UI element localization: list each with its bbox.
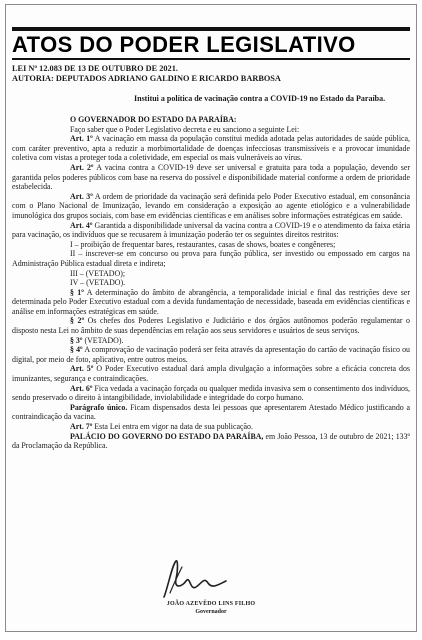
paragraph-3-label: § 3º (70, 335, 83, 345)
item-1: I – proibição de frequentar bares, restaurantes, casas de shows, boates e congêneres; (70, 239, 336, 249)
article-5-label: Art. 5º (70, 364, 94, 374)
article-5 (12, 364, 410, 383)
article-3 (12, 192, 410, 221)
article-6-text: Fica vedada a vacinação forçada ou qualquer medida invasiva sem o consentimento dos indivíduos, sendo preservado o direito à intangibilidade, inviolabilidade e integridade do corpo humano. (12, 383, 411, 403)
item-2: II – inscrever-se em concurso ou prova para função pública, ser investido ou empossado em cargos na Administração Pública estadual direta e indireta; (12, 249, 410, 268)
article-6 (12, 384, 410, 403)
article-2 (12, 163, 410, 192)
paragraph-4 (12, 345, 410, 364)
article-7-label: Art. 7º (70, 422, 93, 431)
signatory-title: Governador (195, 609, 227, 615)
sole-paragraph-label: Parágrafo único. (70, 402, 128, 412)
article-1 (12, 134, 410, 163)
article-1-text: A vacinação em massa da população constitui medida adotada pelas autoridades de saúde pública, com caráter preventivo, apta a reduzir a morbimortalidade de doenças infecciosas transmissíveis e a provocar imunidade coletiva com vistas a proteger toda a coletividade, em especial os mais vulneráveis ao vírus. (12, 134, 410, 163)
article-2-text: A vacina contra a COVID-19 deve ser universal e gratuita para toda a população, devendo ser garantida pelos poderes públicos com base na reserva do possível e disponibilidade material conforme a ordem de prioridade estabelecida. (12, 162, 410, 192)
signature-block (6, 557, 416, 617)
article-5-text: O Poder Executivo estadual dará ampla divulgação a informações sobre a eficácia concreta dos imunizantes, segurança e contraindicações. (12, 364, 411, 384)
sole-paragraph-text: Ficam dispensados desta lei pessoas que apresentarem Atestado Médico justificando a contraindicação da vacina. (12, 402, 410, 422)
article-3-text: A ordem de prioridade da vacinação será definida pelo Poder Executivo estadual, em consonância com o Plano Nacional de Imunização, levando em consideração a exposição ao agente etiológico e a vulnerabilidade imunológica dos grupos sociais, com base em evidências científicas e em análises sobre informações estratégicas em saúde. (12, 191, 411, 220)
item-4: IV – (VETADO). (70, 278, 126, 288)
article-6-label: Art. 6º (70, 383, 93, 393)
article-1-label: Art. 1º (70, 134, 93, 144)
article-3-label: Art. 3º (70, 191, 93, 201)
article-4-text: Garantida a disponibilidade universal da vacina contra a COVID-19 e o atendimento da faixa etária para vacinação, os indivíduos que se recusarem à imunização poderão ter os seguintes direitos restritos: (12, 220, 410, 240)
paragraph-1-text: A determinação do âmbito de abrangência, a temporalidade inicial e final das restrições deve ser determinada pelo Poder Executivo estadual com a devida fundamentação de necessidade, baseada em evidências científicas e análise em informações estratégicas em saúde. (12, 287, 411, 316)
paragraph-2-text: Os chefes dos Poderes Legislativo e Judiciário e dos órgãos autônomos poderão regulamentar o disposto nesta Lei no âmbito de suas dependências em relação aos seus servidores e usuários de seus serviços. (12, 316, 411, 336)
article-4-label: Art. 4º (70, 220, 93, 230)
paragraph-1 (12, 288, 410, 317)
paragraph-4-label: § 4º (70, 345, 83, 355)
article-4 (12, 221, 410, 240)
article-2-label: Art. 2º (70, 162, 94, 172)
handwritten-signature-icon (156, 557, 236, 601)
gazette-page (5, 4, 417, 632)
paragraph-3 (12, 336, 410, 346)
preamble: Faço saber que o Poder Legislativo decreta e eu sanciono a seguinte Lei: (70, 124, 300, 134)
closing-statement (12, 432, 410, 451)
governor-heading: O GOVERNADOR DO ESTADO DA PARAÍBA: (70, 115, 237, 124)
law-authors: AUTORIA: DEPUTADOS ADRIANO GALDINO E RICARDO BARBOSA (12, 74, 281, 83)
section-title: ATOS DO PODER LEGISLATIVO (12, 32, 356, 57)
closing-palace: PALÁCIO DO GOVERNO DO ESTADO DA PARAÍBA, (70, 431, 264, 441)
law-ementa: Institui a política de vacinação contra a COVID-19 no Estado da Paraíba. (134, 94, 386, 103)
paragraph-3-text: (VETADO). (82, 335, 124, 345)
paragraph-4-text: A comprovação de vacinação poderá ser feita através da apresentação do cartão de vacinação físico ou digital, por meio de foto, aplicativo, entre outros meios. (12, 345, 410, 364)
paragraph-2 (12, 316, 410, 335)
paragraph-1-label: § 1º (70, 287, 84, 297)
section-header (12, 27, 410, 60)
sole-paragraph (12, 403, 410, 422)
law-number: LEI Nº 12.083 DE 13 DE OUTUBRO DE 2021. (12, 64, 178, 73)
paragraph-2-label: § 2º (70, 316, 85, 326)
signatory-name: JOÃO AZEVÊDO LINS FILHO (166, 601, 256, 607)
closing-date: em João Pessoa, 13 de outubro de 2021; 133º da Proclamação da República. (12, 431, 410, 451)
item-3: III – (VETADO); (70, 268, 126, 278)
article-7 (12, 422, 410, 432)
law-body (12, 115, 410, 451)
article-7-text: Esta Lei entra em vigor na data de sua publicação. (92, 422, 253, 431)
